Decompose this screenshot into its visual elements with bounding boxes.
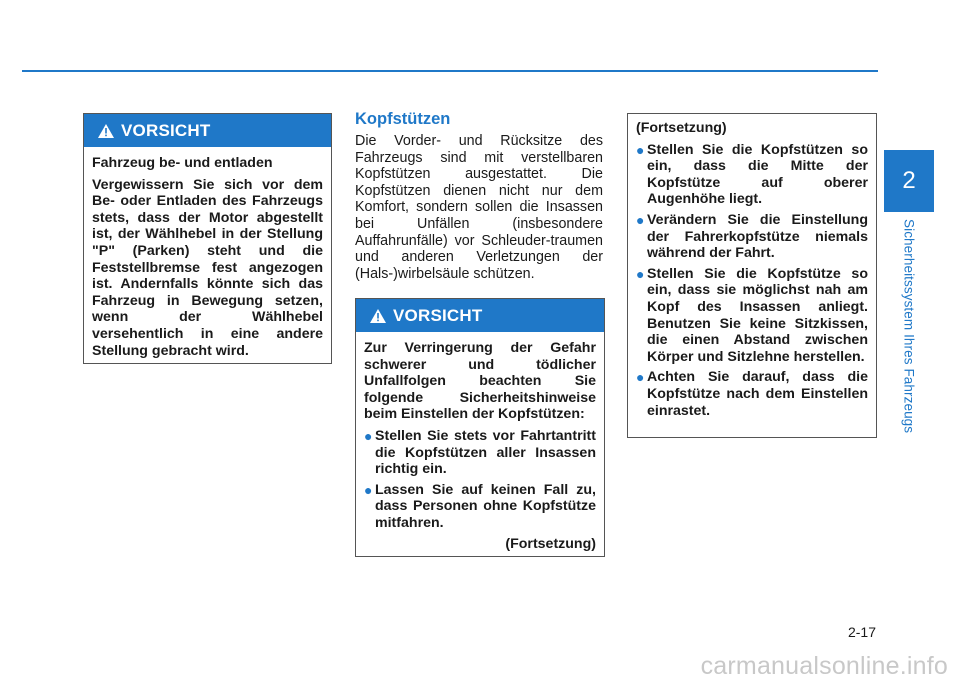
watermark-link[interactable]: carmanualsonline.info <box>700 652 948 680</box>
page-number: 2-17 <box>847 624 876 640</box>
caution-subtitle: Fahrzeug be- und entladen <box>92 155 273 171</box>
chapter-title: Sicherheitssystem Ihres Fahrzeugs <box>901 218 917 434</box>
bullet-dot-icon: ● <box>364 481 373 498</box>
continued-header: (Fortsetzung) <box>636 120 727 136</box>
list-item: ● Verändern Sie die Einstellung der Fahrerkopfstütze niemals während der Fahrt. <box>636 211 868 262</box>
bullet-dot-icon: ● <box>636 369 645 386</box>
caution-header <box>84 114 331 147</box>
header-rule <box>22 70 878 72</box>
list-item: ● Stellen Sie stets vor Fahrtantritt die Kopfstützen aller Insassen richtig ein. <box>364 427 596 478</box>
continued-note: (Fortsetzung) <box>505 535 596 552</box>
caution-body <box>628 114 876 431</box>
caution-bullet-list <box>364 428 596 532</box>
chapter-tab <box>884 150 934 212</box>
list-item: ● Lassen Sie auf keinen Fall zu, dass Personen ohne Kopfstütze mitfahren. <box>364 481 596 531</box>
caution-label: VORSICHT <box>121 120 211 140</box>
list-item: ● Stellen Sie die Kopfstütze so ein, dass sie möglichst nah am Kopf des Insassen anliegt. Benutzen Sie keine Sitzkissen, die einen Abstand zwischen Körper und Sitzlehne herstellen. <box>636 265 868 365</box>
section-text: Die Vorder- und Rücksitze des Fahrzeugs sind mit verstellbaren Kopfstützen ausgestattet. Die Kopfstützen dienen nicht nur dem Komfort, sondern sollen die Insassen bei Unfällen (insbesondere Auffahrunfälle) vor Schleuder-traumen und anderen Verletzungen der (Hals-)wirbelsäule schützen. <box>355 133 603 282</box>
caution-intro: Zur Verringerung der Gefahr schwerer und tödlicher Unfallfolgen beachten Sie folgende Sicherheitshinweise beim Einstellen der Kopfstützen: <box>364 340 596 423</box>
chapter-number: 2 <box>902 167 916 194</box>
caution-box-loading <box>83 113 332 364</box>
bullet-dot-icon: ● <box>636 265 645 282</box>
caution-box-headrests <box>355 298 605 557</box>
caution-label: VORSICHT <box>393 305 483 325</box>
caution-box-continued <box>627 113 877 438</box>
caution-bullet-list <box>636 142 868 420</box>
list-item: ● Achten Sie darauf, dass die Kopfstütze nach dem Einstellen einrastet. <box>636 369 868 419</box>
caution-header <box>356 299 604 332</box>
bullet-dot-icon: ● <box>636 141 645 158</box>
list-item: ● Stellen Sie die Kopfstützen so ein, dass die Mitte der Kopfstütze auf oberer Augenhöhe liegt. <box>636 141 868 208</box>
warning-triangle-icon <box>370 309 386 323</box>
caution-body <box>84 147 331 372</box>
bullet-dot-icon: ● <box>364 427 373 444</box>
caution-body <box>356 332 604 560</box>
section-title: Kopfstützen <box>355 110 451 128</box>
warning-triangle-icon <box>98 124 114 138</box>
bullet-dot-icon: ● <box>636 211 645 228</box>
caution-text: Vergewissern Sie sich vor dem Be- oder Entladen des Fahrzeugs stets, dass der Motor abgestellt ist, der Wählhebel in der Stellung "P" (Parken) steht und die Feststellbremse fest angezogen ist. Andernfalls könnte sich das Fahrzeug in Bewegung setzen, wenn der Wählhebel versehentlich in eine andere Stellung gebracht wird. <box>92 176 323 359</box>
chapter-side-title <box>884 212 934 440</box>
